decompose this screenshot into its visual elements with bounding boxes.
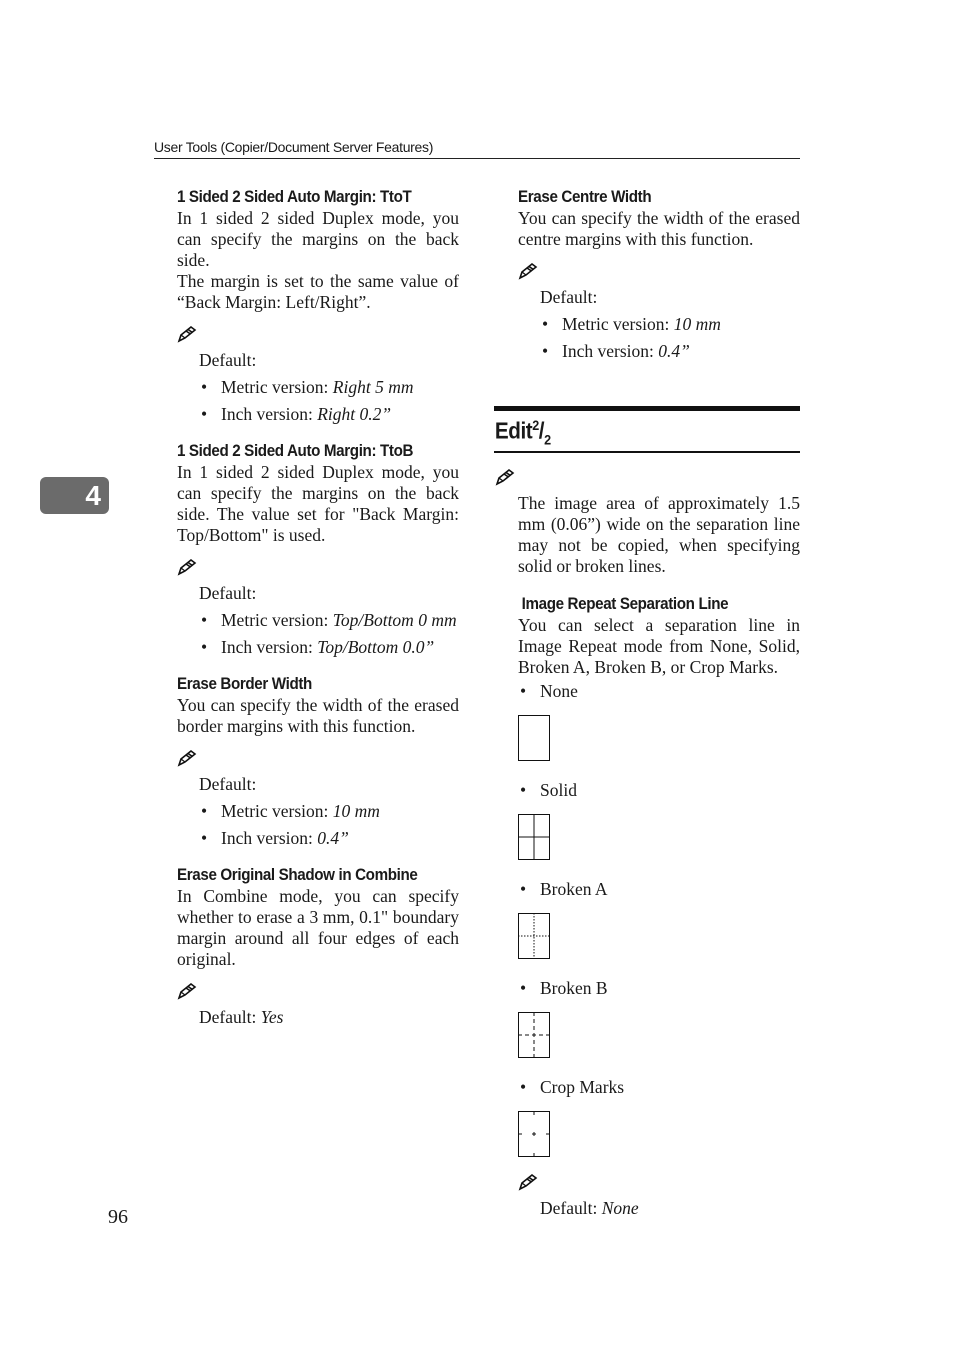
section-text: In 1 sided 2 sided Duplex mode, you can specify the margins on the back side. The value set for "Back Margin: Top/Bottom" is used. <box>177 462 459 545</box>
item-value: Right 0.2” <box>317 404 392 424</box>
default-label: Default: <box>540 287 598 307</box>
edit-word: Edit <box>494 417 533 444</box>
edit-section-heading <box>494 406 800 453</box>
separation-broken-a-diagram <box>518 913 550 959</box>
separation-none-diagram <box>518 715 550 761</box>
item-value: 0.4” <box>658 341 690 361</box>
separation-options <box>518 975 800 1002</box>
section-erase-original-shadow <box>177 864 459 1031</box>
item-label: Inch version: <box>562 341 659 361</box>
item-label: Metric version: <box>221 377 333 397</box>
default-label: Default: <box>199 1007 261 1027</box>
edit-note-text: The image area of approximately 1.5 mm (0.06”) wide on the separation line may not be copied, when specifying solid or broken lines. <box>518 493 800 576</box>
separation-crop-marks-diagram <box>518 1111 550 1157</box>
section-text: You can specify the width of the erased centre margins with this function. <box>518 208 800 249</box>
section-text: In 1 sided 2 sided Duplex mode, you can specify the margins on the back side. <box>177 208 459 270</box>
item-value: Top/Bottom 0.0” <box>317 637 435 657</box>
default-label: Default: <box>199 583 257 603</box>
separation-options <box>518 1074 800 1101</box>
pencil-note-icon <box>177 325 197 343</box>
item-label: Metric version: <box>221 610 333 630</box>
pencil-note-icon <box>495 468 515 486</box>
separation-options <box>518 678 800 705</box>
option-solid: • Solid <box>518 777 800 804</box>
list-item <box>199 607 459 634</box>
item-value: 0.4” <box>317 828 349 848</box>
left-column <box>177 186 459 1031</box>
item-label: Inch version: <box>221 404 318 424</box>
section-text: In Combine mode, you can specify whether to erase a 3 mm, 0.1" boundary margin around all four edges of each original. <box>177 886 459 969</box>
section-auto-margin-ttot <box>177 186 459 428</box>
default-label: Default: <box>199 774 257 794</box>
section-title: Erase Centre Width <box>518 188 652 206</box>
edit-title <box>494 411 769 447</box>
pencil-note-icon <box>177 558 197 576</box>
section-title: 1 Sided 2 Sided Auto Margin: TtoT <box>177 188 412 206</box>
right-column-upper <box>518 186 800 365</box>
item-label: Inch version: <box>221 828 318 848</box>
section-title: Erase Original Shadow in Combine <box>177 866 418 884</box>
pencil-note-icon <box>518 262 538 280</box>
default-label: Default: <box>540 1198 602 1218</box>
pencil-note-icon <box>177 749 197 767</box>
list-item <box>199 798 459 825</box>
edit-slash: / <box>538 417 545 444</box>
item-value: Right 5 mm <box>332 377 414 397</box>
default-list <box>540 311 800 365</box>
list-item <box>199 374 459 401</box>
section-text: You can select a separation line in Image Repeat mode from None, Solid, Broken A, Broken B, or Crop Marks. <box>518 615 800 677</box>
page-number: 96 <box>108 1206 128 1228</box>
section-text: You can specify the width of the erased border margins with this function. <box>177 695 459 736</box>
separation-options <box>518 777 800 804</box>
item-label: Metric version: <box>562 314 674 334</box>
running-header: User Tools (Copier/Document Server Features) <box>154 139 800 159</box>
pencil-note-icon <box>518 1173 538 1191</box>
right-column-lower <box>518 466 800 1222</box>
section-title: Image Repeat Separation Line <box>521 595 729 613</box>
section-image-repeat-separation-line <box>518 593 800 1222</box>
section-auto-margin-ttob <box>177 440 459 661</box>
default-line <box>199 1004 459 1031</box>
item-value: 10 mm <box>673 314 721 334</box>
section-erase-border-width <box>177 673 459 852</box>
option-none: • None <box>518 678 800 705</box>
list-item <box>540 311 800 338</box>
default-list <box>199 798 459 852</box>
pencil-note-icon <box>177 982 197 1000</box>
default-line <box>540 1195 800 1222</box>
section-title: 1 Sided 2 Sided Auto Margin: TtoB <box>177 442 414 460</box>
separation-options <box>518 876 800 903</box>
chapter-tab: 4 <box>40 477 109 514</box>
separation-broken-b-diagram <box>518 1012 550 1058</box>
default-value: Yes <box>260 1007 284 1027</box>
list-item <box>199 634 459 661</box>
item-value: Top/Bottom 0 mm <box>332 610 457 630</box>
edit-sub: 2 <box>544 431 551 448</box>
section-title: Erase Border Width <box>177 675 312 693</box>
item-label: Metric version: <box>221 801 333 821</box>
section-erase-centre-width <box>518 186 800 365</box>
list-item <box>540 338 800 365</box>
section-text: The margin is set to the same value of “Back Margin: Left/Right”. <box>177 271 459 312</box>
separation-solid-diagram <box>518 814 550 860</box>
option-broken-b: • Broken B <box>518 975 800 1002</box>
default-list <box>199 374 459 428</box>
item-value: 10 mm <box>332 801 380 821</box>
list-item <box>199 825 459 852</box>
option-broken-a: • Broken A <box>518 876 800 903</box>
default-label: Default: <box>199 350 257 370</box>
default-value: None <box>601 1198 639 1218</box>
edit-sup: 2 <box>532 417 539 433</box>
default-list <box>199 607 459 661</box>
list-item <box>199 401 459 428</box>
item-label: Inch version: <box>221 637 318 657</box>
option-crop-marks: • Crop Marks <box>518 1074 800 1101</box>
